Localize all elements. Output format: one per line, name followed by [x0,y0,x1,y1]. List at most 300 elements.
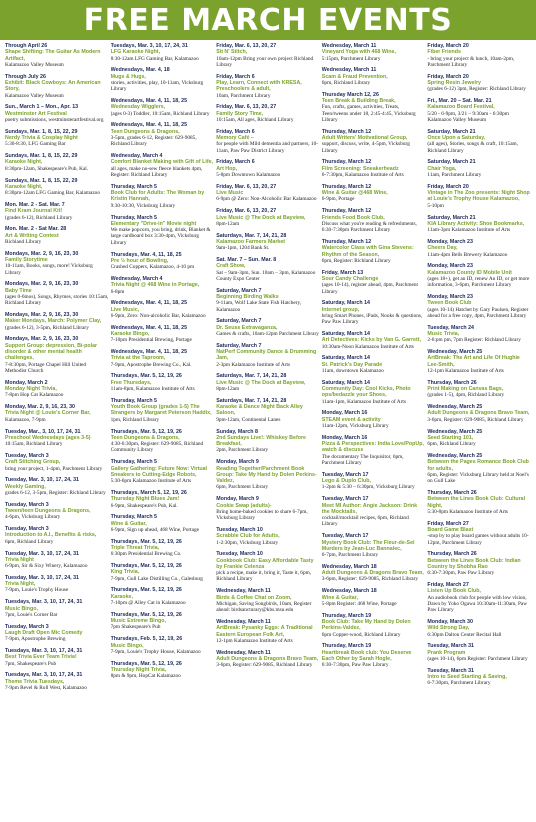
event-entry [5,624,109,643]
event-date: Thursdays, Feb. 5, 12, 19, 26 [110,636,183,643]
event-title: Spring Resin Jewelry [427,79,481,86]
event-entry [322,533,426,558]
event-date: Monday, March 9 [216,496,259,503]
event-title: Music Extreme Bingo, [110,618,166,625]
event-details: 6pm, Richland Library [321,79,371,86]
event-title: Music Trivia, [427,330,460,337]
event-details: 7-9pm, Louie's Trophy House, Kalamazoo [110,648,201,655]
event-details: 4-6pm, Vicksburg Library [5,514,61,521]
event-details: 7-9pm, Louie's Trophy House [5,587,69,594]
event-entry [216,43,320,68]
event-entry [216,208,320,227]
event-entry [322,496,426,527]
event-details: 10:15am, Richland Library [5,441,63,448]
event-details: 7pm Shakespeare's Pub [110,624,161,631]
event-entry [5,202,109,221]
event-entry [427,380,531,399]
event-title: Weekly Gaming, [5,483,46,490]
event-entry [111,514,215,533]
event-details: 6-9pm, Sign up ahead, 468 Wine, Portage [110,526,199,533]
event-entry [216,551,320,582]
event-title: Pizza & Perspectives: India Love/PopUp, watch & discuss [321,441,424,454]
event-title: 2nd Sundays Live!: Whiskey Before Breakfast, [216,434,306,448]
event-entry [111,67,215,92]
event-date: Thursdays, Mar. 5, 12, 19, 26 [110,587,182,594]
event-title: Craft Stitching Group, [5,459,61,466]
event-entry [5,429,109,448]
event-date: Tuesday, Mar. 3, 10, 17, 24, 31 [5,550,80,557]
event-entry [111,612,215,631]
event-details: all ages, make no-sew fleece blankets 4pm, Register: Richland Library [110,165,203,179]
event-date: Thursday, March 5 [110,214,158,221]
event-date: Thursday, March 12 [321,183,372,190]
event-date: Wednesday, March 11 [321,67,377,74]
event-date: Wednesday, March 4 [110,275,163,282]
event-title: Board Game Blast [427,526,474,533]
event-title: Nerdy Trivia & Cosplay Night [5,135,78,142]
event-title: St. Patrick's Day Parade [321,361,383,368]
event-title: STEAM event & activity [321,416,381,423]
event-title: Reading Together/Parchment Book Group: Take My Hand by Dolen Perkins-Valdez, [216,465,317,485]
event-entry [111,215,215,246]
event-title: ArtBreak: The Art and Life Of Hughie Lee-Smith, [427,355,520,368]
event-date: Through April 26 [5,43,48,49]
page-title: FREE MARCH EVENTS [83,2,453,38]
event-details: 8pm-12am [216,220,240,227]
event-details: 9am-1pm, 1204 Bank St. [216,245,270,252]
event-date: Friday, March 6 [216,128,255,135]
event-title: Seed Starting 101, [427,434,474,441]
event-entry [216,429,320,454]
event-entry [322,472,426,491]
event-date: Mondays, Mar. 2, 9, 16, 23, 30 [5,281,79,288]
event-details: Discuss what you're reading & refreshments, 6:30-7:30pm Parchment Library [321,220,417,234]
event-details: for people with Mild dementia and partners, 10-11am, Paw Paw District Library [216,141,318,154]
event-title: Laugh Draft Open Mic Comedy [5,629,83,636]
event-date: Friday, March 6 [216,159,255,166]
event-entry [427,215,531,234]
event-details: 6:30-7:30pm, Paw Paw Library [321,662,389,669]
event-details: (grades 6-12), Richland Library [5,214,73,221]
event-title: Sit N' Stitch, [216,49,248,56]
event-date: Tuesday, March 10 [216,551,263,558]
event-date: Sunday, March 8 [216,428,258,435]
event-entry [427,551,531,576]
event-entry [322,270,426,295]
event-title: Elementary "Drive-in" Movie night [110,220,197,227]
event-title: Adult Dungeons & Dragons Bravo Team, [427,410,530,417]
event-entry [427,184,531,209]
event-details: 6-7pm, Parchment Library [321,552,379,559]
event-details: 6:30pm Presidential Brewing Co. [110,551,182,558]
event-date: Tuesdays, Mar. 3, 10, 17, 24, 31 [5,599,83,606]
event-date: Friday, March 20 [427,73,469,80]
event-date: Thursday, March 5 [110,514,158,521]
event-date: Friday, March 20 [427,183,469,190]
event-title: Internet group, [321,306,360,313]
event-entry [322,588,426,607]
event-entry [322,613,426,638]
event-title: Memory Café – [216,135,254,142]
event-entry [5,672,109,691]
event-date: Thursdays, March 5, 12, 19, 26 [110,489,187,496]
event-entry [111,276,215,295]
event-details: Richland Library [5,238,42,245]
event-title: Tween/teen Dungeons & Dragons, [5,508,91,515]
event-entry [5,575,109,594]
event-entry [322,380,426,405]
event-date: Friday, March 20 [427,43,469,49]
event-date: Thursday, March 5 [110,459,158,466]
event-date: Thursday, March 12 [321,208,372,215]
event-details: 7pm, Louie's Corner Bar [5,611,58,618]
event-entry [216,104,320,123]
event-title: Film Screening: Sneakerheadz [321,165,399,172]
event-date: Friday, Mar. 6, 13, 20, 27 [216,208,277,215]
event-details: 6-7:30pm, Parchment Library [427,680,491,687]
event-title: Teen Break & Building Break, [321,98,396,105]
event-title: Westminster Art Festival [5,110,67,117]
event-entry [5,281,109,306]
event-title: Comfort Blanket Making with Gift of Life, [110,159,213,166]
event-entry [216,588,320,613]
event-date: Through July 26 [5,73,46,80]
event-details: 6:30-7:30pm, Paw Paw Library [427,570,495,577]
event-date: Fri., Mar. 20 – Sat. Mar. 21 [427,98,492,105]
event-entry [427,453,531,484]
event-date: Thursdays, Mar. 5, 12, 19, 26 [110,563,182,570]
event-entry [427,325,531,344]
event-details: 5-8pm Register: 468 Wine, Portage [321,600,397,607]
event-details: 5:30-8pm Kalamazoo Institute of Arts [427,508,508,515]
event-title: Mugs & Hugs, [110,73,146,80]
event-date: Tuesday, Mar., 3, 10, 17, 24, 31 [5,428,81,435]
event-details: (ages 10-14) Hatchet by Gary Paulsen, Register ahead for a free copy, 4pm, Parchment Library [427,306,529,319]
event-entry [322,300,426,325]
event-date: Monday, Mar. 2, 9, 16, 23, 30 [5,404,75,411]
event-details: 2-3pm Kalamazoo Institute of Arts [216,361,291,368]
event-entry [427,74,531,93]
event-details: (all ages), Stories, songs & craft, 10:15am, Richland Library [427,141,518,154]
event-title: Support Group: depression, Bi-polar disorder & other mental health challenges, [5,342,98,362]
event-entry [427,98,531,123]
event-entry [111,122,215,147]
event-details: 6pm, Richland Library [427,441,476,448]
event-entry [5,502,109,521]
event-title: Mystery Book Club: The Fleur-de-Sel Murders by Jean-Luc Bannalec, [321,539,415,552]
event-entry [216,74,320,99]
event-title: Lego & Duplo Club, [321,478,371,485]
event-entry [427,349,531,374]
event-details: 5:15pm, Parchment Library [321,55,381,62]
event-entry [427,429,531,448]
event-title: NatPerf Community Dance & Drumming Jam, [216,349,317,362]
event-title: Listen Up Book Club, [427,588,481,595]
event-entry [216,650,320,669]
event-date: Friday, March 27 [427,520,469,527]
event-date: Sundays, Mar. 1, 8, 15, 22, 29 [5,128,78,135]
event-date: Saturdays, Mar. 7, 14, 21, 28 [216,232,287,239]
event-date: Thursdays, Mar. 5, 12, 19, 26 [110,611,182,618]
event-date: Friday, Mar. 6, 13, 20, 27 [216,183,277,190]
event-entry [322,564,426,583]
event-entry [111,539,215,558]
event-title: Trivia Night @ Louie's Corner Bar, [5,410,91,417]
event-details: -stop by to play board games without adults 10-12pm, Parchment Library [427,533,529,546]
event-entry [427,239,531,258]
event-date: Wednesday, March 11 [216,618,271,625]
event-title: Shape Shifting: The Guitar As Modern Artifact, [5,49,101,62]
event-date: Friday, March 13 [321,269,364,276]
event-date: Wednesdays, Mar. 4, 11, 18, 25 [110,98,188,105]
event-title: Karaoke Bingo, [110,330,150,337]
event-title: Thursday Night Trivia, [110,666,167,673]
event-title: Karaoke Night, [5,159,43,166]
event-date: Monday, March 2 [5,379,48,386]
event-details: 9:30-10:30, Vicksburg Library [110,202,176,209]
event-details: 5-8pm Downtown Kalamazoo [216,172,281,179]
events-columns [5,43,533,820]
event-entry [111,490,215,509]
event-entry [427,43,531,68]
event-title: Between the Lines Book Club: Indian Country by Shobha Rao [427,557,521,570]
event-entry [111,43,215,62]
event-date: Mondays, Mar. 2, 9, 16, 23, 30 [5,250,79,257]
event-date: Tuesday, March 17 [321,496,369,503]
event-date: Monday, March 16 [321,434,368,441]
event-title: Meet MI Author: Angie Jackson: Drink the Mocktails, [321,502,418,515]
event-title: Trivia Night [5,556,34,563]
event-entry [427,668,531,687]
event-details: 5:30-6pm Kalamazoo Institute of Arts [110,478,192,485]
event-title: Watercolor Class with Gina Stevens: Rhythm of the Season, [321,245,414,258]
event-title: Once Upon a Saturday, [427,135,486,142]
event-entry [216,459,320,490]
event-entry [322,331,426,350]
event-date: Tuesday, March 3 [5,526,49,533]
event-date: Wednesdays, Mar. 4, 11, 18, 25 [110,349,188,356]
event-entry [322,159,426,178]
event-details: 8:30-12am LFG Gaming Bar, Kalamazoo [110,55,199,62]
event-title: Live Music [216,190,244,197]
event-details: (ages 10-14), 6pm Register: Parchment Library [427,655,528,662]
event-date: Wednesday, March 25 [427,404,483,411]
event-date: Wednesday, March 11 [216,649,271,656]
event-details: support, discuss, write, 4-5pm, Vicksburg Library [321,141,410,154]
event-title: Karaoke, [110,593,133,600]
event-entry [427,294,531,319]
event-title: Wine & Guitar, [321,594,358,601]
event-entry [216,398,320,423]
event-entry [216,257,320,282]
event-title: Kalamazoo Board Festival, [427,104,495,111]
event-entry [216,619,320,644]
event-entry [322,643,426,668]
event-date: Saturday, March 21 [427,214,476,221]
event-title: Tween Book Club [427,300,472,307]
event-entry [322,410,426,429]
event-date: Saturday, March 14 [321,355,370,362]
event-details: 10am-12pm Bring your own project Richland Library [216,55,314,68]
event-entry [111,184,215,209]
event-details: 6pm, Parchment Library [216,484,269,491]
event-details: 2-6:pm pm, 7pm Register: Richland Library [427,337,521,344]
event-details: 11am-3pm Kalamazoo Institute of Arts [427,227,511,234]
event-details: 9-11am, Wolf Lake State Fish Hatchery, Kalamazoo [216,300,302,313]
event-date: Thursdays, Mar. 5, 12, 19, 26 [110,373,182,380]
event-title: Live Music @ The Dock at Bayview, [216,379,306,386]
event-title: Play, Learn, Connect with KRESA, Preschoolers & adult, [216,79,302,93]
event-title: Theme Trivia Tuesdays, [5,678,65,685]
events-column-3 [216,43,322,820]
event-entry [5,251,109,276]
event-entry [427,490,531,515]
event-date: Monday, March 9 [216,459,259,466]
event-details: An audiobook club for people with low vision, Dawn by Yoko Ogawa 10:30am-11:30am, Paw Paw Library [427,594,528,614]
event-title: Sour Candy Challenge [321,275,379,282]
event-details: stories, activities, play, 10-11am, Vicksburg Library [110,79,204,93]
event-details: 1pm, Richland Library [110,416,159,423]
event-title: Exhibit: Black Cowboys: An American Story, [5,79,101,93]
event-details: 7-9pm, Gull Lake Distilling Co., Galesburg [110,575,203,582]
event-entry [111,587,215,606]
event-details: 6-9pm, Sir & Sixy Winery, Kalamazoo [5,563,88,570]
event-details: Kalamazoo, 7-9pm [5,416,46,423]
event-details: 10:30am-Noon Kalamazoo Institute of Arts [321,343,414,350]
event-entry [5,43,109,68]
event-title: Monday Night Trivia, [5,386,57,393]
event-details: - bring your project & lunch, 10am-2pm, Parchment Library [427,55,515,68]
event-title: Art & Writing Contest [5,232,59,239]
event-date: Wednesdays, Mar. 4, 11, 18, 25 [110,324,188,331]
event-title: Family Storytime [5,257,48,264]
event-details: 6-8pm [110,288,125,295]
event-date: Monday, March 16 [321,410,368,417]
event-entry [111,349,215,368]
event-details: 10am, Parchment Library [216,92,271,99]
event-date: Tuesday, March 31 [427,667,474,674]
event-date: Thursday, March 5 [110,397,158,404]
event-entry [5,129,109,148]
event-title: Friends Food Book Club, [321,214,385,221]
event-entry [216,373,320,392]
event-date: Tuesday, March 17 [321,471,369,478]
event-details: Crashed Coppers, Kalamazoo, 4-10 pm [110,264,195,271]
event-date: Monday, March 23 [427,263,473,270]
event-entry [5,551,109,570]
event-title: Kalamazoo Farmers Market [216,238,286,245]
event-date: Sat. Mar. 7 – Sun. Mar. 8 [216,257,277,264]
event-details: Bring home-baked cookies to share 6-7pm, Vicksburg Library [216,508,308,522]
event-date: Mon. Mar. 2 - Sat. Mar. 7 [5,201,65,208]
event-entry [111,373,215,392]
event-details: 7-9pm Revel & Roll West, Kalamazoo [5,685,87,692]
event-title: Scrabble Club for Adults, [216,533,280,540]
event-details: 11am-12pm, Vicksburg Library [321,423,389,430]
event-date: Monday, March 30 [427,618,473,625]
event-date: Tuesday, March 3 [5,501,49,508]
event-date: Tuesdays, Mar. 3, 10, 17, 24, 31 [110,43,188,49]
event-details: The documentary The Inquisitor, 6pm, Parchment Library [321,453,404,467]
event-title: Music Bingo, [5,605,38,612]
event-title: Introduction to A.I., Benefits & risks, [5,532,97,539]
event-title: King Trivia, [110,569,140,576]
event-details: Sat – 9am-3pm, Sun. 10am – 3pm, Kalamazoo County Expo Center [216,269,316,282]
event-entry [322,92,426,123]
event-date: Friday, March 27 [427,581,469,588]
event-title: Baby Time [5,287,32,294]
event-title: Adult Dungeons & Dragons Bravo Team, [321,570,424,577]
event-details: 12-1pm Kalamazoo Institute of Arts [216,637,293,644]
event-title: Birds & Coffee Chat on Zoom, [216,594,292,601]
event-entry [5,336,109,374]
event-entry [5,599,109,618]
event-date: Wednesdays, Mar. 4, 18 [110,67,170,74]
event-title: Prank Program [427,649,466,656]
event-date: Tuesday, March 17 [321,533,369,540]
event-title: Between the Pages Romance Book Club for adults, [427,459,529,472]
event-date: Thursday, March 12 [321,128,372,135]
event-date: Sundays, Mar. 1, 8, 15, 22, 29 [5,177,78,184]
event-details: 4:30-6:30pm, Register: 629-9085, Richland Community Library [110,441,204,454]
event-details: cocktail/mocktail recipes, 6pm, Richland Library [321,515,409,528]
event-date: Thursday, March 12 [321,238,372,245]
event-date: Mondays, Mar. 2, 9, 16, 23, 30 [5,312,79,319]
event-entry [111,98,215,117]
event-title: Vintage in The Zoo presents: Night Shop at Louie's Trophy House Kalamazoo, [427,190,530,203]
event-entry [427,521,531,546]
event-details: (ages 0-3) Toddler, 10:15am, Richland Library [110,110,210,117]
event-date: Saturday, March 21 [427,128,476,135]
event-entry [427,582,531,613]
event-entry [322,435,426,466]
event-details: Kalamazoo Valley Museum [5,92,64,99]
event-date: Monday, March 23 [427,294,473,300]
event-title: Trivia Night, [5,581,36,588]
event-title: Wine & Guitar @468 Wine, [321,190,388,197]
event-details: (grades 6-12) 3pm, Register: Richland Library [427,86,526,93]
event-entry [111,636,215,655]
event-date: Mondays, Mar. 2, 9, 16, 23, 30 [5,336,79,343]
event-title: Free Thursdays, [110,379,152,386]
event-entry [427,263,531,288]
event-date: Wednesday, March 11 [216,588,271,595]
event-date: Thursday, March 19 [321,612,372,619]
event-details: 3-6pm, Register: 629-9085, Richland Library [427,416,524,423]
event-title: Wednesday Wigglers, [110,104,166,111]
event-title: Wine & Guitar, [110,520,147,527]
event-details: (ages 0-6mos), Songs, Rhymes, stories 10:15am, Richland Library [5,294,109,307]
event-title: Youth Book Group (grades 1-5) The Strangers by Margaret Peterson Haddix, [110,404,212,417]
event-title: Karaoke & Dance Night Back Alley Saloon, [216,404,303,417]
event-details: (ages 18+), get an ID, renew An ID, or get more information, 3-6pm, Parchment Library [427,275,530,289]
event-title: LFG Karaoke Night, [110,49,161,56]
event-entry [5,453,109,472]
event-entry [111,459,215,484]
event-entry [5,226,109,245]
event-title: Scam & Fraud Prevention, [321,73,388,80]
event-details: 7-8:30pm, Portage Chapel Hill United Methodist Church [5,361,87,374]
event-date: Thursday March 12, 26 [321,91,379,98]
event-entry [111,398,215,423]
event-details: 5/20 - 6-9pm, 3/21 – 9:30am - 6:30pm Kalamazoo Valley Museum [427,110,509,123]
event-details: 6:30pm Dalton Center Recital Hall [427,631,502,638]
event-details: 2pm, Parchment Library [216,447,269,454]
event-date: Monday, March 23 [427,238,473,245]
event-entry [5,312,109,331]
event-details: 6pm Copper-wood, Richland Library [321,631,401,638]
event-entry [111,325,215,344]
